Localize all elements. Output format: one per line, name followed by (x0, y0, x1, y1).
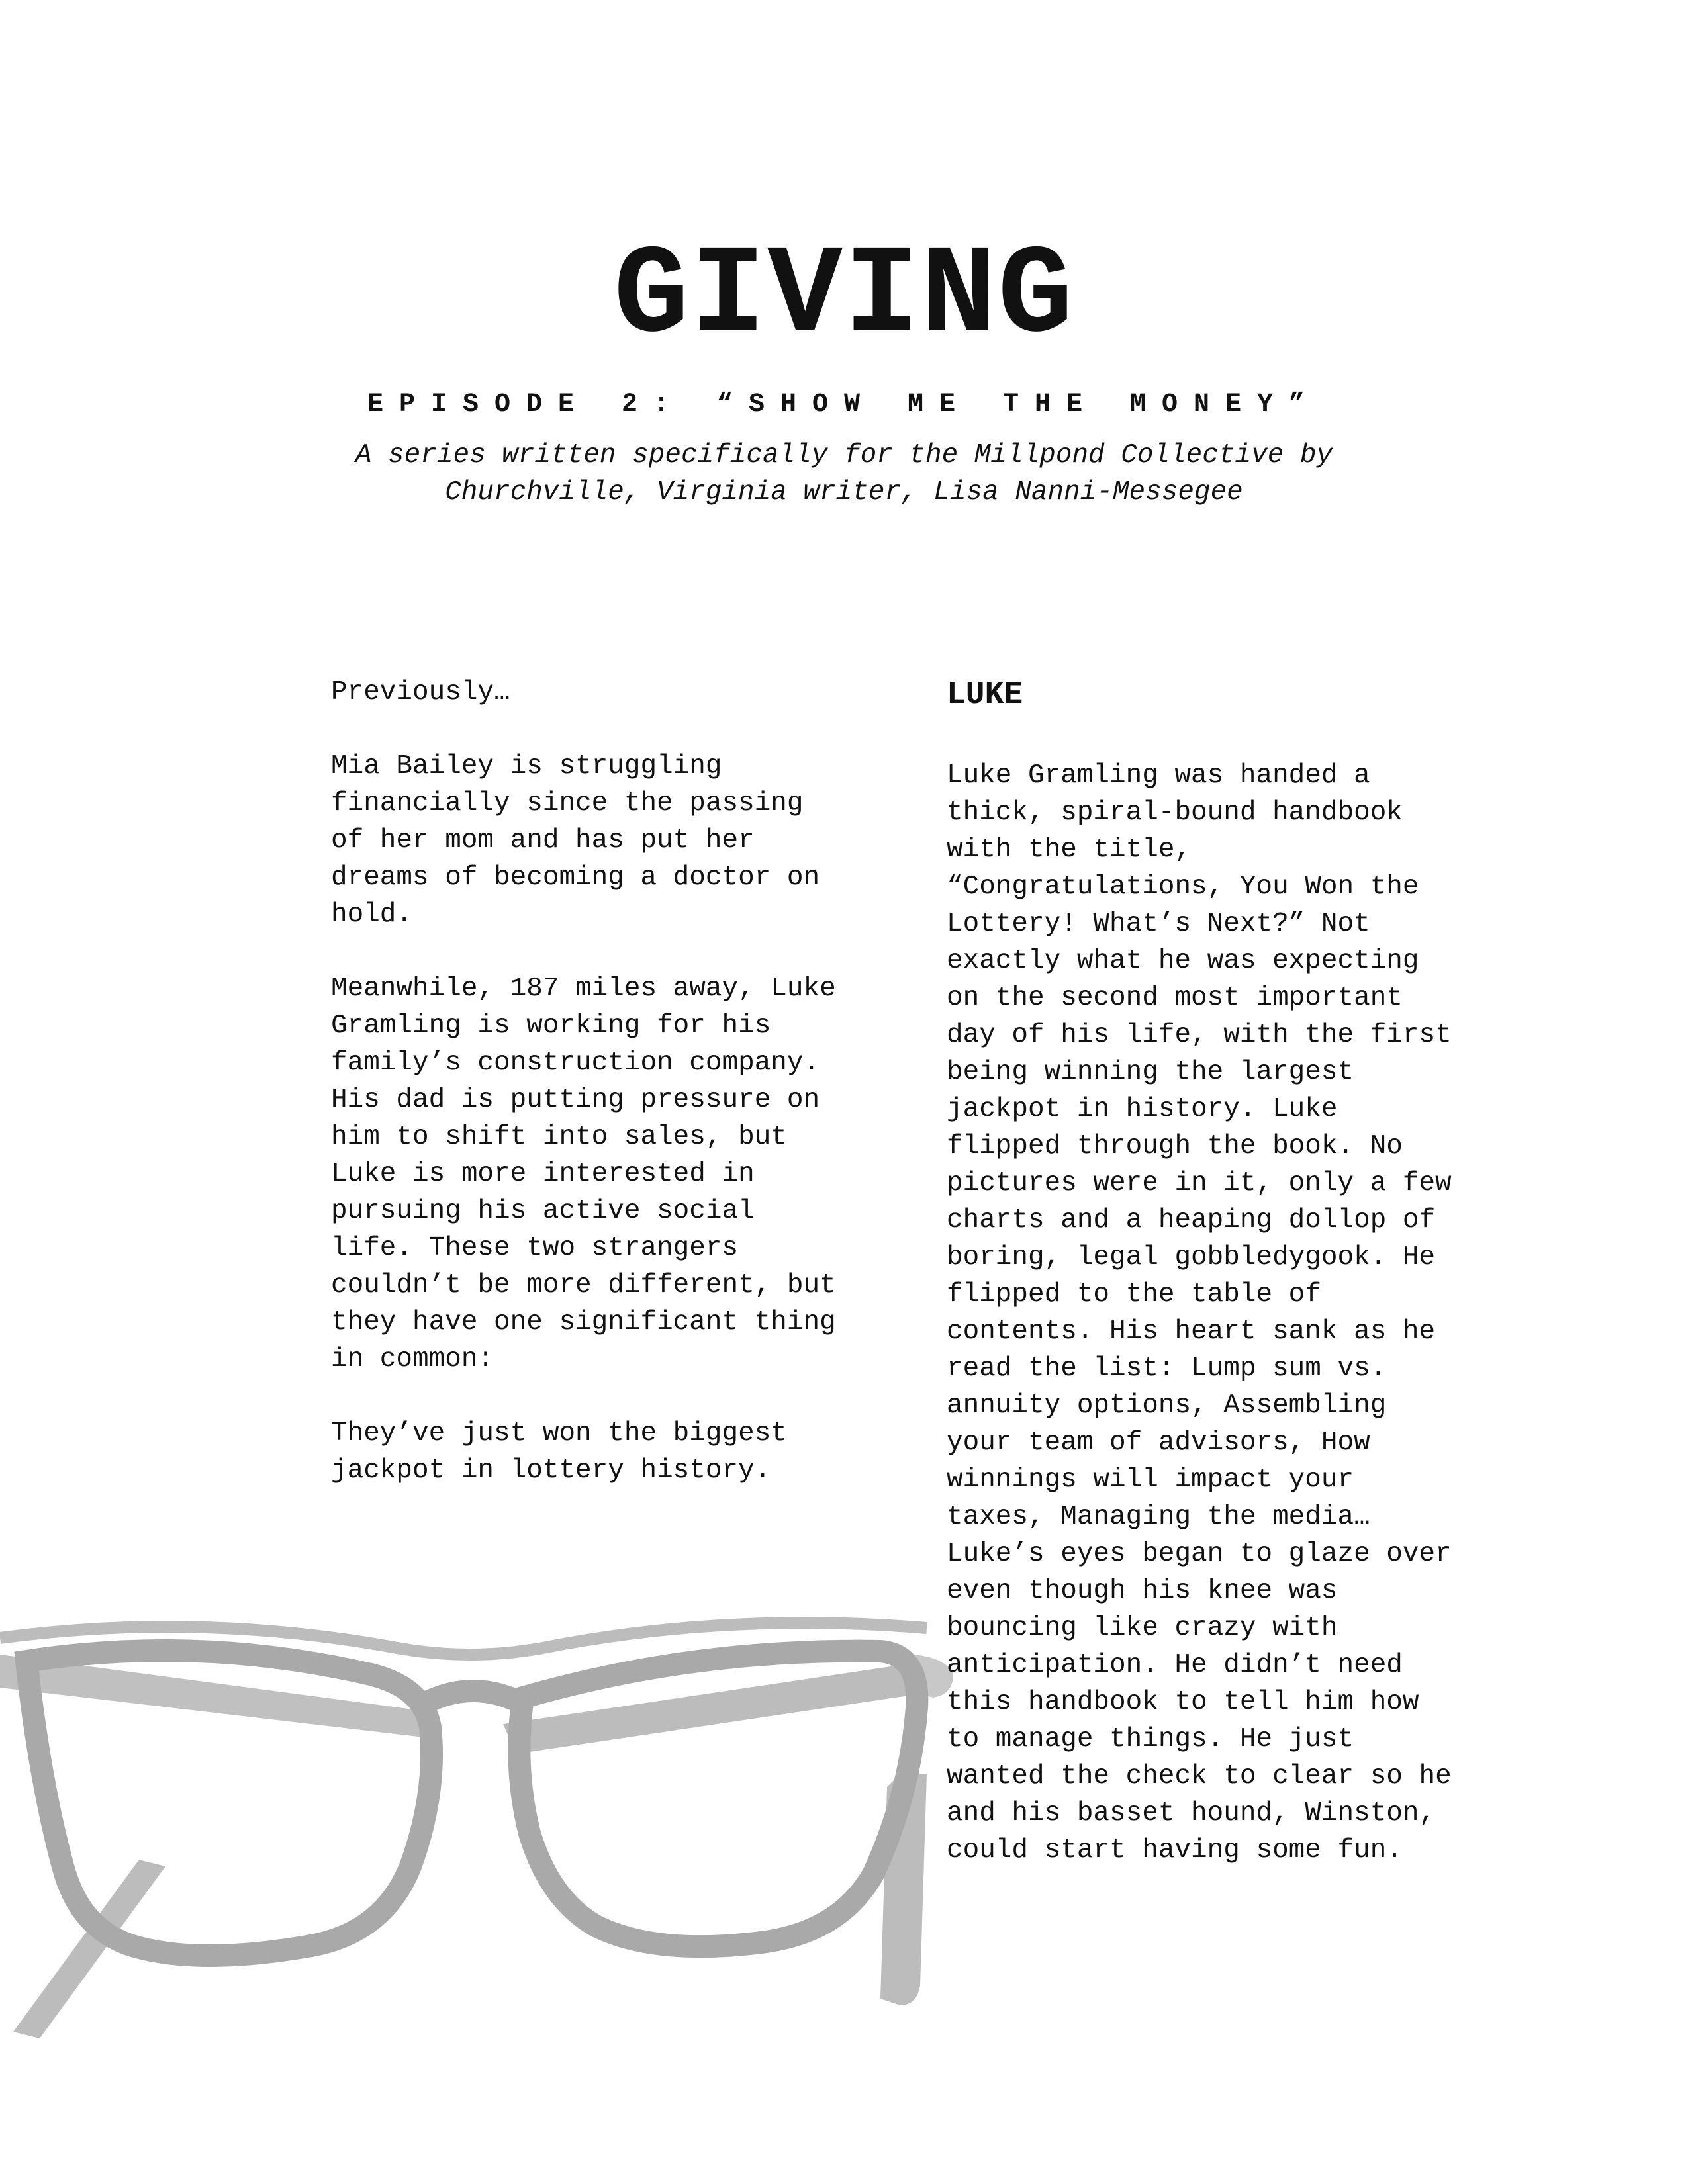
paragraph-luke-story: Luke Gramling was handed a thick, spiral-bound handbook with the title, “Congratulations, You Won the Lottery! What’s Next?” Not exactly what he was expecting on the second most important day of his life, with the first being winning the largest jackpot in history. Luke flipped through the book. No pictures were in it, only a few charts and a heaping dollop of boring, legal gobbledygook. He flipped to the table of contents. His heart sank as he read the list: Lump sum vs. annuity options, Assembling your team of advisors, How winnings will impact your taxes, Managing the media… Luke’s eyes began to glaze over even though his knee was bouncing like crazy with anticipation. He didn’t need this handbook to tell him how to manage things. He just wanted the check to clear so he and his basset hound, Winston, could start having some fun. (947, 760, 1452, 1866)
document-title: GIVING (613, 226, 1075, 369)
left-column (331, 674, 874, 1526)
previously-label: Previously… (331, 677, 510, 707)
paragraph-luke-summary: Meanwhile, 187 miles away, Luke Gramling is working for his family’s construction company. His dad is putting pressure on him to shift into sales, but Luke is more interested in pursuing his active social life. These two strangers couldn’t be more different, but they have one significant thing in common: (331, 974, 836, 1375)
paragraph-jackpot: They’ve just won the biggest jackpot in lottery history. (331, 1418, 787, 1486)
right-column (947, 674, 1503, 1906)
section-heading-luke: LUKE (947, 677, 1023, 713)
eyeglasses-illustration (0, 1575, 966, 2052)
episode-subtitle: EPISODE 2: “SHOW ME THE MONEY” (367, 390, 1321, 420)
paragraph-mia: Mia Bailey is struggling financially since the passing of her mom and has put her dreams of becoming a doctor on hold. (331, 751, 820, 930)
byline: A series written specifically for the Millpond Collective by Churchville, Virginia writer, Lisa Nanni-Messegee (355, 440, 1333, 508)
